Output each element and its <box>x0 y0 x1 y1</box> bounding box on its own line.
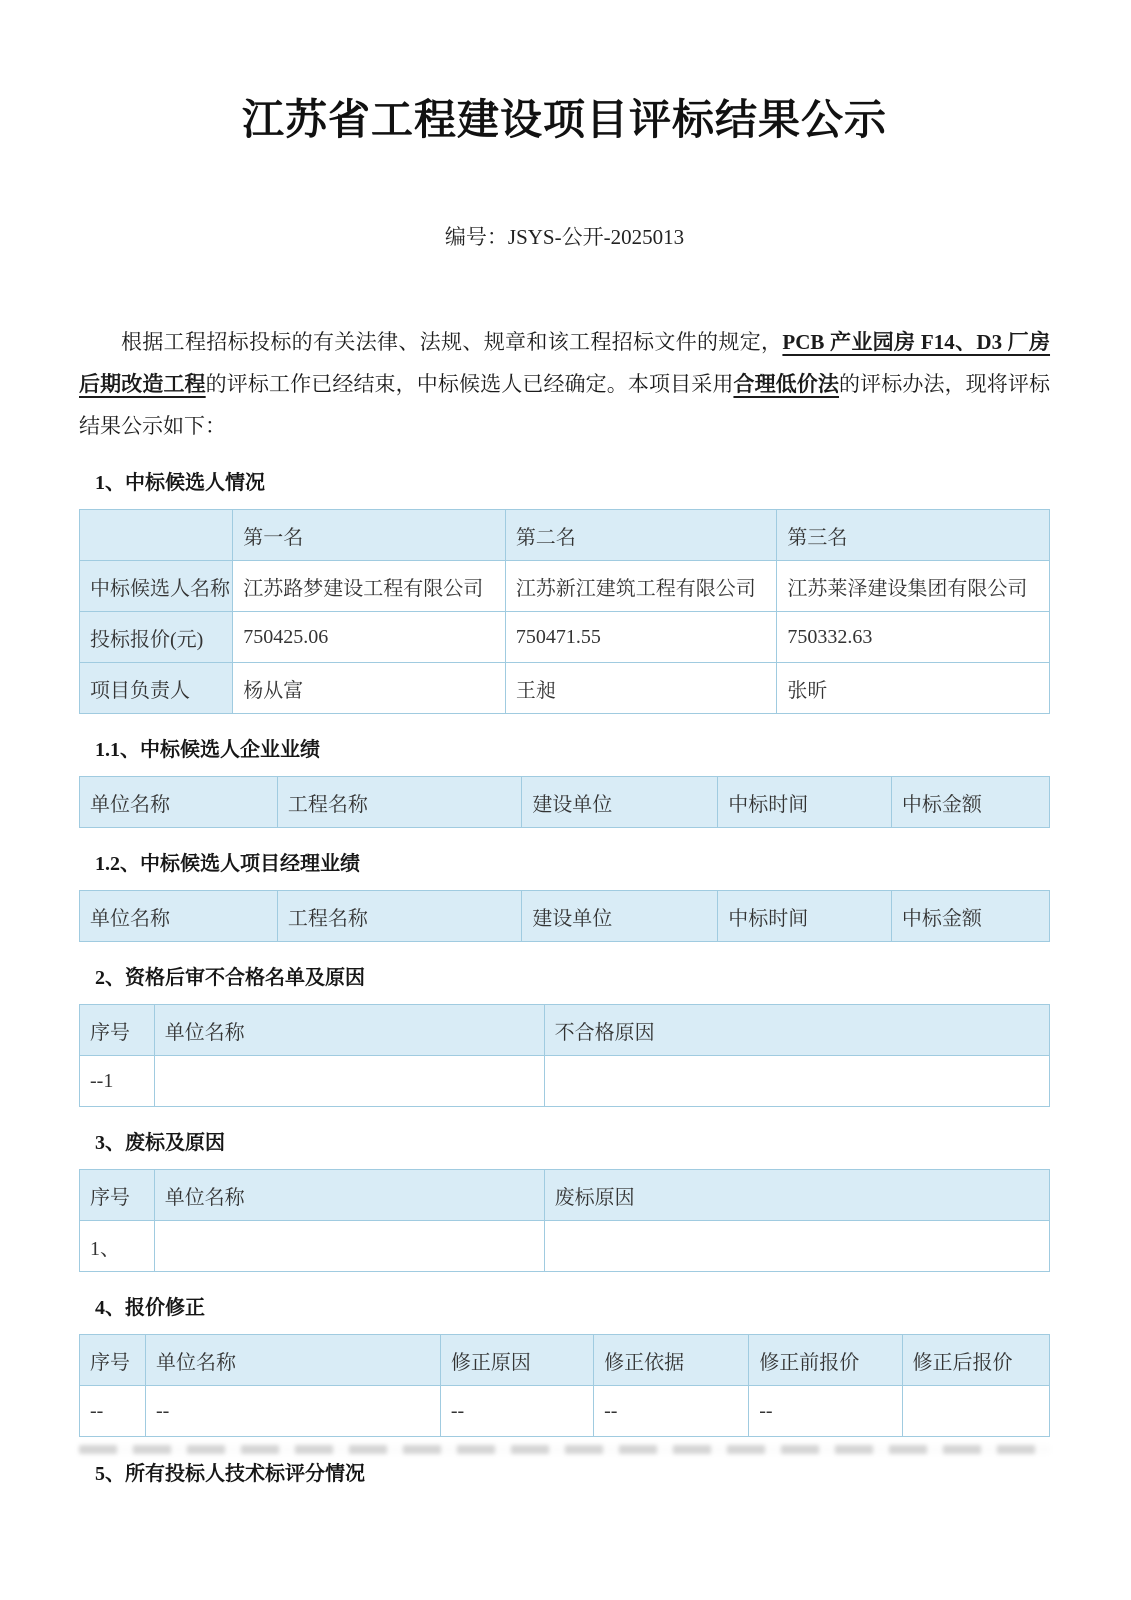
section-4-heading: 4、报价修正 <box>95 1297 205 1319</box>
table-cell <box>154 1221 544 1272</box>
table-row <box>80 1221 1050 1272</box>
enterprise-performance-table <box>79 776 1050 828</box>
table-row-bid-price <box>80 612 1050 663</box>
table-cell: 杨从富 <box>233 663 506 714</box>
column-header: 中标时间 <box>718 891 892 942</box>
table-cell-seq: -- <box>80 1386 146 1437</box>
table-header-row <box>80 1170 1050 1221</box>
column-header: 序号 <box>80 1335 146 1386</box>
table-cell <box>154 1056 544 1107</box>
section-1-2-heading: 1.2、中标候选人项目经理业绩 <box>95 853 360 875</box>
section-1-1-heading: 1.1、中标候选人企业业绩 <box>95 739 320 761</box>
price-correction-table <box>79 1334 1050 1437</box>
scan-artifact-band <box>79 1445 1050 1454</box>
table-cell-seq: --1 <box>80 1056 155 1107</box>
column-header: 建设单位 <box>522 891 718 942</box>
column-header: 建设单位 <box>522 777 718 828</box>
table-cell: 750332.63 <box>777 612 1050 663</box>
row-label: 投标报价(元) <box>80 612 233 663</box>
corner-cell <box>80 510 233 561</box>
table-cell: 750471.55 <box>505 612 777 663</box>
intro-text-3: 的评标办法，现将评标结果公示如下： <box>79 372 1051 438</box>
document-page <box>79 0 1050 1488</box>
column-header-second: 第二名 <box>505 510 777 561</box>
intro-text-2: 的评标工作已经结束，中标候选人已经确定。本项目采用 <box>205 372 734 396</box>
column-header: 工程名称 <box>277 777 521 828</box>
column-header: 工程名称 <box>277 891 521 942</box>
table-cell: -- <box>749 1386 902 1437</box>
disqualified-list-table <box>79 1004 1050 1107</box>
section-2-heading: 2、资格后审不合格名单及原因 <box>95 967 365 989</box>
table-cell-seq: 1、 <box>80 1221 155 1272</box>
column-header: 中标时间 <box>718 777 892 828</box>
column-header: 中标金额 <box>891 891 1049 942</box>
table-row <box>80 1386 1050 1437</box>
column-header: 不合格原因 <box>544 1005 1049 1056</box>
column-header: 修正依据 <box>594 1335 749 1386</box>
column-header: 序号 <box>80 1005 155 1056</box>
candidates-table <box>79 509 1050 714</box>
column-header: 修正后报价 <box>902 1335 1049 1386</box>
table-cell: -- <box>145 1386 440 1437</box>
column-header: 修正原因 <box>440 1335 593 1386</box>
column-header-first: 第一名 <box>233 510 506 561</box>
table-header-row <box>80 1335 1050 1386</box>
column-header: 中标金额 <box>891 777 1049 828</box>
column-header: 序号 <box>80 1170 155 1221</box>
column-header: 单位名称 <box>154 1005 544 1056</box>
column-header: 单位名称 <box>80 891 278 942</box>
table-cell: 江苏新江建筑工程有限公司 <box>505 561 777 612</box>
table-cell: 张昕 <box>777 663 1050 714</box>
row-label: 中标候选人名称 <box>80 561 233 612</box>
column-header: 单位名称 <box>80 777 278 828</box>
page-title: 江苏省工程建设项目评标结果公示 <box>241 98 887 144</box>
table-cell: 江苏莱泽建设集团有限公司 <box>777 561 1050 612</box>
doc-number: 编号：JSYS-公开-2025013 <box>444 225 685 249</box>
section-1-heading: 1、中标候选人情况 <box>95 472 265 494</box>
section-5-heading: 5、所有投标人技术标评分情况 <box>95 1463 365 1485</box>
section-3-heading: 3、废标及原因 <box>95 1132 225 1154</box>
table-cell <box>902 1386 1049 1437</box>
column-header: 单位名称 <box>154 1170 544 1221</box>
table-cell: -- <box>594 1386 749 1437</box>
column-header: 修正前报价 <box>749 1335 902 1386</box>
manager-performance-table <box>79 890 1050 942</box>
column-header: 废标原因 <box>544 1170 1049 1221</box>
table-cell: -- <box>440 1386 593 1437</box>
table-header-row <box>80 1005 1050 1056</box>
table-header-row <box>80 777 1050 828</box>
table-row-candidate-name <box>80 561 1050 612</box>
intro-text-1: 根据工程招标投标的有关法律、法规、规章和该工程招标文件的规定， <box>121 330 783 354</box>
table-header-row <box>80 891 1050 942</box>
table-cell: 王昶 <box>505 663 777 714</box>
column-header-third: 第三名 <box>777 510 1050 561</box>
project-name: PCB 产业园房 F14、D3 厂房后期改造工程 <box>79 330 1051 396</box>
table-cell: 江苏路梦建设工程有限公司 <box>233 561 506 612</box>
rejected-bids-table <box>79 1169 1050 1272</box>
column-header: 单位名称 <box>145 1335 440 1386</box>
table-cell: 750425.06 <box>233 612 506 663</box>
table-row <box>80 1056 1050 1107</box>
table-cell <box>544 1056 1049 1107</box>
row-label: 项目负责人 <box>80 663 233 714</box>
table-header-row <box>80 510 1050 561</box>
table-row-project-manager <box>80 663 1050 714</box>
evaluation-method: 合理低价法 <box>733 372 840 396</box>
table-cell <box>544 1221 1049 1272</box>
intro-paragraph <box>79 321 1050 447</box>
